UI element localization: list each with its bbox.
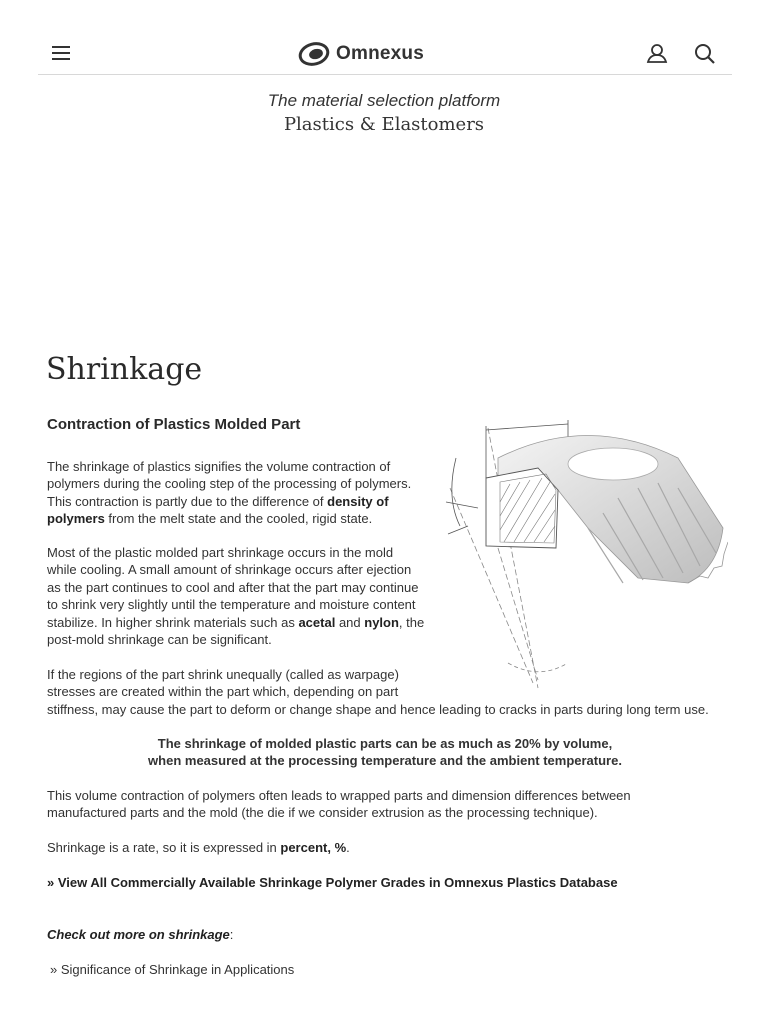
user-icon[interactable] xyxy=(646,42,668,64)
highlight-line-1: The shrinkage of molded plastic parts can be as much as 20% by volume, xyxy=(157,736,613,751)
database-link[interactable]: » View All Commercially Available Shrinkage Polymer Grades in Omnexus Plastics Database xyxy=(47,875,618,890)
highlight-statement xyxy=(47,735,723,770)
check-out-more xyxy=(47,926,737,943)
paragraph-definition-text-a: The shrinkage of plastics signifies the volume contraction of polymers during the cooling step of the processing of polymers. This contraction is partly due to the difference of xyxy=(47,459,412,509)
nylon-term: nylon xyxy=(364,614,399,630)
percent-term: percent, % xyxy=(280,840,347,855)
warpage-line-3: stiffness, may cause the part to deform or change shape and hence leading to cracks in parts during long term use. xyxy=(47,701,709,717)
search-icon[interactable] xyxy=(694,43,716,65)
article-subtitle: Contraction of Plastics Molded Part xyxy=(47,416,301,433)
omnexus-logo-icon xyxy=(298,41,332,67)
paragraph-mold-shrinkage xyxy=(47,544,425,648)
paragraph-rate xyxy=(47,839,737,856)
check-out-colon: : xyxy=(229,927,234,942)
warpage-line-1: If the regions of the part shrink unequally (called as warpage) xyxy=(47,667,399,682)
tagline-platform: The material selection platform xyxy=(267,91,501,110)
site-header xyxy=(38,30,732,75)
bevel-gear-diagram xyxy=(438,418,728,690)
rate-text-c: . xyxy=(346,840,350,855)
rate-text-a: Shrinkage is a rate, so it is expressed in xyxy=(47,840,281,855)
acetal-term: acetal xyxy=(298,614,336,630)
tagline-category: Plastics & Elastomers xyxy=(283,114,485,135)
page-title: Shrinkage xyxy=(46,352,203,387)
warpage-line-2: stresses are created within the part which, depending on part xyxy=(47,684,399,700)
paragraph-definition-text-c: from the melt state and the cooled, rigid state. xyxy=(104,511,373,527)
paragraph-mold-text-a: Most of the plastic molded part shrinkage occurs in the mold while cooling. A small amount of shrinkage occurs after ejection as the part continues to cool and after that the part may continue to shrink very slightly until the temperature and moisture content stabilize. In higher shrink materials such as xyxy=(47,545,419,630)
paragraph-definition xyxy=(47,458,425,528)
omnexus-logo[interactable] xyxy=(298,40,424,68)
paragraph-volume-contraction: This volume contraction of polymers often leads to wrapped parts and dimension differences between manufactured parts and the mold (the die if we consider extrusion as the processing technique). xyxy=(47,788,631,821)
logo-text: Omnexus xyxy=(336,43,424,64)
highlight-line-2: when measured at the processing temperature and the ambient temperature. xyxy=(148,753,622,769)
hamburger-menu-icon[interactable] xyxy=(52,46,70,60)
check-out-more-label: Check out more on shrinkage xyxy=(47,927,230,942)
related-article-link[interactable]: » Significance of Shrinkage in Applications xyxy=(50,962,295,977)
paragraph-mold-text-e: , the post-mold shrinkage can be significant. xyxy=(47,614,425,648)
density-of-polymers-term: density of polymers xyxy=(47,493,389,527)
paragraph-mold-text-c: and xyxy=(335,614,365,630)
